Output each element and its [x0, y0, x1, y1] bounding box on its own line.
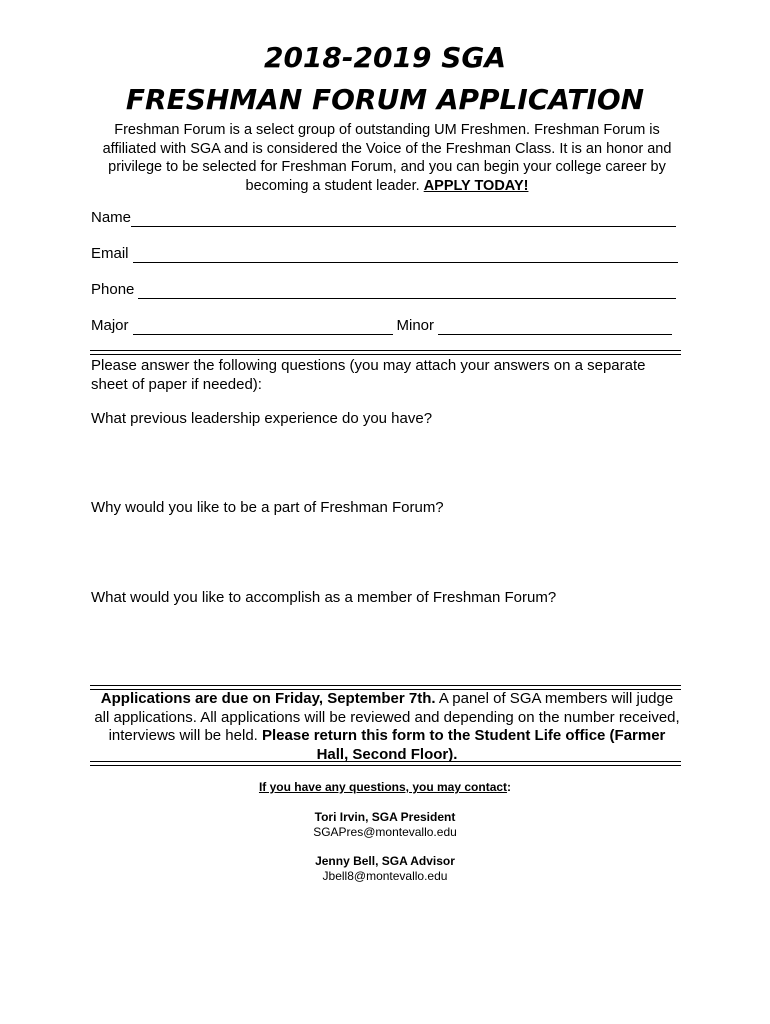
contact-email[interactable]: SGAPres@montevallo.edu	[313, 825, 457, 839]
contact-advisor	[0, 854, 770, 884]
name-field[interactable]	[91, 209, 676, 227]
apply-today-cta: APPLY TODAY!	[423, 177, 529, 194]
email-label: Email	[91, 245, 129, 262]
deadline-text: A panel of SGA members will judge all applications. All applications will be reviewed and depending on the number received, interviews will be held.	[94, 690, 680, 744]
question-why-join: Why would you like to be a part of Freshman Forum?	[91, 499, 444, 516]
phone-label: Phone	[91, 281, 135, 298]
contact-name: Jenny Bell, SGA Advisor	[315, 854, 455, 868]
contact-email[interactable]: Jbell8@montevallo.edu	[322, 869, 448, 883]
divider-deadline-bottom	[90, 761, 681, 766]
contact-name: Tori Irvin, SGA President	[314, 810, 456, 824]
intro-paragraph	[92, 121, 682, 195]
title-year: 2018-2019 SGA	[263, 41, 507, 74]
return-instructions: Please return this form to the Student Life office (Farmer Hall, Second Floor).	[262, 727, 666, 763]
major-label: Major	[91, 317, 129, 334]
contact-heading	[0, 780, 770, 794]
divider-top	[90, 350, 681, 355]
name-input-line[interactable]	[131, 212, 676, 227]
title-main: FRESHMAN FORUM APPLICATION	[125, 83, 645, 116]
email-input-line[interactable]	[133, 248, 678, 263]
deadline-paragraph	[92, 690, 682, 764]
contact-heading-text: If you have any questions, you may contact	[258, 780, 508, 794]
deadline-date: Applications are due on Friday, September 7th.	[100, 690, 436, 707]
question-leadership: What previous leadership experience do you have?	[91, 410, 433, 427]
question-accomplish: What would you like to accomplish as a member of Freshman Forum?	[91, 589, 557, 606]
contact-president	[0, 810, 770, 840]
major-input-line[interactable]	[133, 320, 393, 335]
contact-heading-colon: :	[507, 780, 512, 794]
name-label: Name	[91, 209, 132, 226]
phone-field[interactable]	[91, 281, 676, 299]
email-field[interactable]	[91, 245, 678, 263]
intro-text: Freshman Forum is a select group of outstanding UM Freshmen. Freshman Forum is affiliated with SGA and is considered the Voice of the Freshman Class. It is an honor and privilege to be selected for Freshman Forum, and you can begin your college career by becoming a student leader.	[102, 122, 672, 194]
minor-input-line[interactable]	[438, 320, 672, 335]
major-minor-field[interactable]	[91, 317, 672, 335]
phone-input-line[interactable]	[138, 284, 676, 299]
minor-label: Minor	[396, 317, 435, 334]
questions-instructions: Please answer the following questions (you may attach your answers on a separate sheet of paper if needed):	[91, 357, 646, 393]
